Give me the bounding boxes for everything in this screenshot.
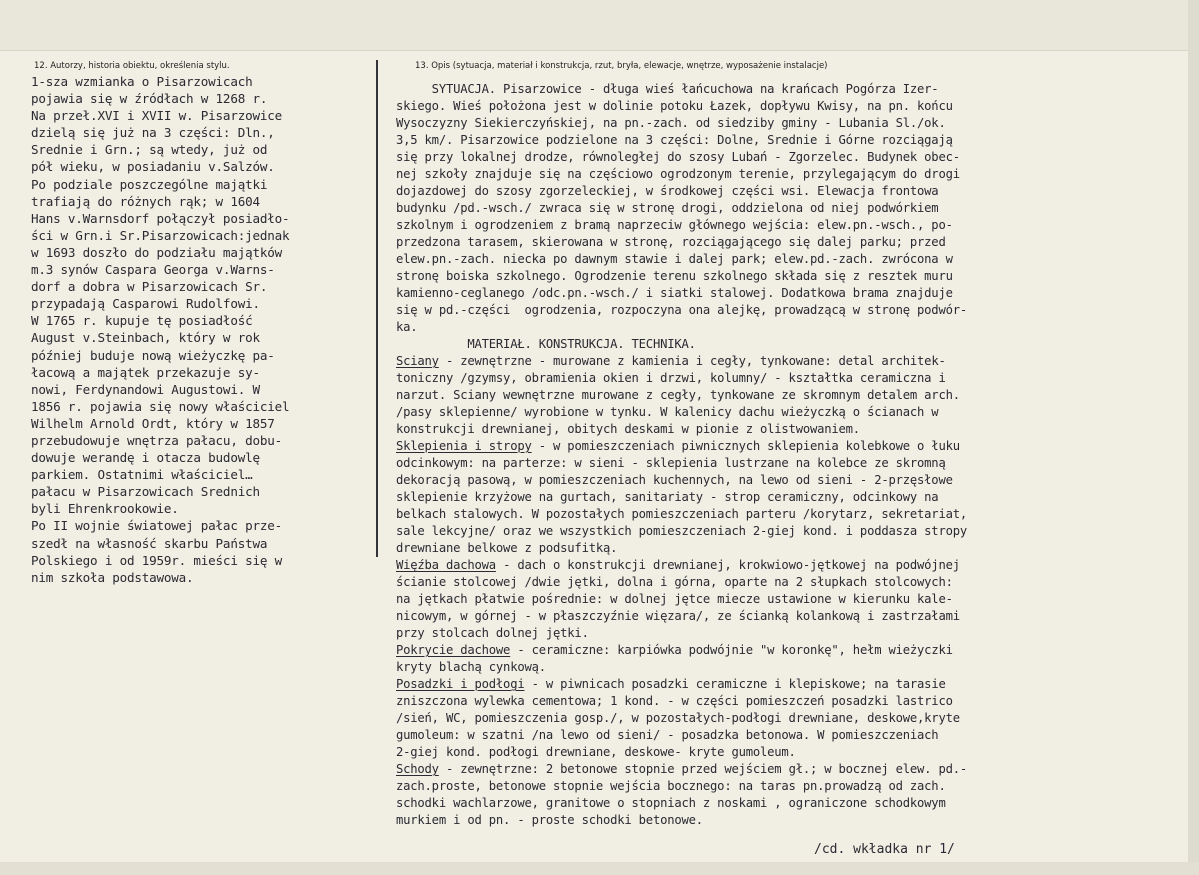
description-text: /sień, WC, pomieszczenia gosp./, w pozostałych-podłogi drewniane, deskowe,kryte bbox=[396, 711, 960, 725]
continuation-note: /cd. wkładka nr 1/ bbox=[814, 842, 955, 857]
description-line bbox=[396, 98, 1186, 115]
description-text: drewniane belkowe z podsufitką. bbox=[396, 541, 618, 555]
description-line bbox=[396, 268, 1186, 285]
description-text: belkach stalowych. W pozostałych pomieszczeniach parteru /korytarz, sekretariat, bbox=[396, 507, 967, 521]
description-text: sklepienie krzyżowe na gurtach, sanitariaty - strop ceramiczny, odcinkowy na bbox=[396, 490, 939, 504]
description-text: szkolnym i ogrodzeniem z bramą naprzeciw głównego wejścia: elew.pn.-wsch., po- bbox=[396, 218, 953, 232]
description-line bbox=[396, 234, 1186, 251]
description-text: elew.pn.-zach. niecka po dawnym stawie i dalej park; elew.pd.-zach. zwrócona w bbox=[396, 252, 953, 266]
history-line: parkiem. Ostatnimi właściciel… bbox=[31, 467, 253, 483]
description-line bbox=[396, 506, 1186, 523]
history-line: Po podziale poszczególne majątki bbox=[31, 176, 268, 192]
description-line bbox=[396, 693, 1186, 710]
description-line bbox=[396, 727, 1186, 744]
history-line: w 1693 doszło do podziału majątków bbox=[31, 244, 282, 260]
history-line: później buduje nową wieżyczkę pa- bbox=[31, 347, 275, 363]
description-text: /pasy sklepienne/ wyrobione w tynku. W kalenicy dachu wieżyczką o ścianach w bbox=[396, 405, 939, 419]
description-text: kryty blachą cynkową. bbox=[396, 660, 546, 674]
description-text: 2-giej kond. podłogi drewniane, deskowe- kryte gumoleum. bbox=[396, 745, 796, 759]
description-line bbox=[396, 200, 1186, 217]
section-heading: Schody bbox=[396, 762, 439, 776]
description-text-column bbox=[396, 81, 1186, 829]
description-text: - ceramiczne: karpiówka podwójnie "w koronkę", hełm wieżyczki bbox=[510, 643, 953, 657]
description-line bbox=[396, 251, 1186, 268]
description-text: odcinkowym: na parterze: w sieni - sklepienia lustrzane na kolebce ze skromną bbox=[396, 456, 946, 470]
description-line bbox=[396, 574, 1186, 591]
history-line: ści w Grn.i Sr.Pisarzowicach:jednak bbox=[31, 227, 290, 243]
history-line: szedł na własność skarbu Państwa bbox=[31, 535, 268, 551]
description-text: schodki wachlarzowe, granitowe o stopniach z noskami , ograniczone schodkowym bbox=[396, 796, 946, 810]
history-line: dorf a dobra w Pisarzowicach Sr. bbox=[31, 279, 268, 295]
description-line bbox=[396, 625, 1186, 642]
description-line bbox=[396, 285, 1186, 302]
description-text: Wysoczyzny Siekierczyńskiej, na pn.-zach. od siedziby gminy - Lubania Sl./ok. bbox=[396, 116, 946, 130]
description-line bbox=[396, 370, 1186, 387]
page-bottom-edge bbox=[0, 862, 1199, 875]
description-text: skiego. Wieś położona jest w dolinie potoku Łazek, dopływu Kwisy, na pn. końcu bbox=[396, 99, 953, 113]
description-text: przy stolcach dolnej jętki. bbox=[396, 626, 589, 640]
description-text: - zewnętrzne - murowane z kamienia i cegły, tynkowane: detal architek- bbox=[438, 354, 946, 368]
description-text: murkiem i od pn. - proste schodki betonowe. bbox=[396, 813, 703, 827]
description-text: zach.proste, betonowe stopnie wejścia bocznego: na taras pn.prowadzą od zach. bbox=[396, 779, 946, 793]
history-line: Srednie i Grn.; są wtedy, już od bbox=[31, 142, 268, 158]
history-line: przypadają Casparowi Rudolfowi. bbox=[31, 296, 260, 312]
description-text: 3,5 km/. Pisarzowice podzielone na 3 części: Dolne, Srednie i Górne rozciągają bbox=[396, 133, 953, 147]
description-line bbox=[396, 166, 1186, 183]
description-text: ścianie stolcowej /dwie jętki, dolna i górna, oparte na 2 słupkach stolcowych: bbox=[396, 575, 953, 589]
section-heading: Sklepienia i stropy bbox=[396, 439, 532, 453]
history-line: W 1765 r. kupuje tę posiadłość bbox=[31, 313, 253, 329]
description-line bbox=[396, 812, 1186, 829]
description-text: stronę boiska szkolnego. Ogrodzenie terenu szkolnego składa się z resztek muru bbox=[396, 269, 953, 283]
description-line bbox=[396, 421, 1186, 438]
history-line: Wilhelm Arnold Ordt, który w 1857 bbox=[31, 415, 275, 431]
description-text: budynku /pd.-wsch./ zwraca się w stronę drogi, oddzielona od niej podwórkiem bbox=[396, 201, 939, 215]
history-line: August v.Steinbach, który w rok bbox=[31, 330, 260, 346]
description-line bbox=[396, 540, 1186, 557]
description-line bbox=[396, 455, 1186, 472]
description-text: nicowym, w górnej - w płaszczyźnie więzara/, ze ścianką kolankową i zastrzałami bbox=[396, 609, 960, 623]
description-text: się w pd.-części ogrodzenia, rozpoczyna ona alejkę, prowadzącą w stronę podwór- bbox=[396, 303, 967, 317]
description-line bbox=[396, 557, 1186, 574]
description-line bbox=[396, 523, 1186, 540]
description-line bbox=[396, 353, 1186, 370]
description-text: się przy lokalnej drodze, równoległej do szosy Lubań - Zgorzelec. Budynek obec- bbox=[396, 150, 960, 164]
description-text: - dach o konstrukcji drewnianej, krokwiowo-jętkowej na podwójnej bbox=[495, 558, 960, 572]
section-heading: Więźba dachowa bbox=[396, 558, 496, 572]
description-text: - w piwnicach posadzki ceramiczne i klepiskowe; na tarasie bbox=[524, 677, 946, 691]
history-line: m.3 synów Caspara Georga v.Warns- bbox=[31, 262, 275, 278]
description-text: dojazdowej do szosy zgorzeleckiej, w środkowej części wsi. Elewacja frontowa bbox=[396, 184, 939, 198]
description-line bbox=[396, 404, 1186, 421]
history-line: pałacu w Pisarzowicach Srednich bbox=[31, 484, 260, 500]
description-line bbox=[396, 744, 1186, 761]
description-line bbox=[396, 132, 1186, 149]
description-line bbox=[396, 710, 1186, 727]
page-top-margin bbox=[0, 0, 1199, 51]
description-line bbox=[396, 472, 1186, 489]
description-line bbox=[396, 676, 1186, 693]
history-line: 1856 r. pojawia się nowy właściciel bbox=[31, 398, 290, 414]
history-text-column bbox=[31, 73, 371, 586]
description-line bbox=[396, 149, 1186, 166]
description-line bbox=[396, 217, 1186, 234]
history-line: nim szkoła podstawowa. bbox=[31, 569, 194, 585]
description-text: MATERIAŁ. KONSTRUKCJA. TECHNIKA. bbox=[396, 337, 696, 351]
description-text: ka. bbox=[396, 320, 418, 334]
description-text: - zewnętrzne: 2 betonowe stopnie przed wejściem gł.; w bocznej elew. pd.- bbox=[438, 762, 968, 776]
column-divider bbox=[376, 60, 378, 557]
history-line: Po II wojnie światowej pałac prze- bbox=[31, 518, 282, 534]
description-text: SYTUACJA. Pisarzowice - długa wieś łańcuchowa na krańcach Pogórza Izer- bbox=[396, 82, 939, 96]
description-line bbox=[396, 608, 1186, 625]
description-text: na jętkach płatwie pośrednie: w dolnej jętce miecze ustawione w kierunku kale- bbox=[396, 592, 953, 606]
description-line bbox=[396, 795, 1186, 812]
history-line: pół wieku, w posiadaniu v.Salzów. bbox=[31, 159, 275, 175]
history-line: Hans v.Warnsdorf połączył posiadło- bbox=[31, 210, 290, 226]
section-heading: Sciany bbox=[396, 354, 439, 368]
history-line: pojawia się w źródłach w 1268 r. bbox=[31, 91, 268, 107]
description-text: kamienno-ceglanego /odc.pn.-wsch./ i siatki stalowej. Dodatkowa brama znajduje bbox=[396, 286, 953, 300]
description-text: sale lekcyjne/ oraz we wszystkich pomieszczeniach 2-giej kond. i poddasza stropy bbox=[396, 524, 967, 538]
section-12-header: 12. Autorzy, historia obiektu, określenia stylu. bbox=[34, 61, 230, 71]
description-line bbox=[396, 183, 1186, 200]
description-line bbox=[396, 81, 1186, 98]
section-heading: Pokrycie dachowe bbox=[396, 643, 511, 657]
description-text: dekoracją pasową, w pomieszczeniach kuchennych, na lewo od sieni - 2-przęsłowe bbox=[396, 473, 953, 487]
history-line: przebudowuje wnętrza pałacu, dobu- bbox=[31, 432, 282, 448]
history-line: byli Ehrenkrookowie. bbox=[31, 501, 179, 517]
description-text: gumoleum: w szatni /na lewo od sieni/ - posadzka betonowa. W pomieszczeniach bbox=[396, 728, 939, 742]
description-text: konstrukcji drewnianej, obitych deskami w pionie z olistwowaniem. bbox=[396, 422, 860, 436]
description-line bbox=[396, 591, 1186, 608]
description-text: narzut. Sciany wewnętrzne murowane z cegły, tynkowane ze skromnym detalem arch. bbox=[396, 388, 960, 402]
description-line bbox=[396, 761, 1186, 778]
description-line bbox=[396, 387, 1186, 404]
description-line bbox=[396, 489, 1186, 506]
description-line bbox=[396, 642, 1186, 659]
description-line bbox=[396, 115, 1186, 132]
section-heading: Posadzki i podłogi bbox=[396, 677, 525, 691]
description-text: - w pomieszczeniach piwnicznych sklepienia kolebkowe o łuku bbox=[531, 439, 960, 453]
description-line bbox=[396, 319, 1186, 336]
history-line: łacową a majątek przekazuje sy- bbox=[31, 364, 260, 380]
history-line: dzielą się już na 3 części: Dln., bbox=[31, 125, 275, 141]
description-line bbox=[396, 302, 1186, 319]
history-line: dowuje werandę i otacza budowlę bbox=[31, 450, 260, 466]
description-text: nej szkoły znajduje się na częściowo ogrodzonym terenie, przylegającym do drogi bbox=[396, 167, 960, 181]
description-text: zniszczona wylewka cementowa; 1 kond. - w części pomieszczeń posadzki lastrico bbox=[396, 694, 953, 708]
page-right-edge bbox=[1188, 0, 1199, 875]
history-line: trafiają do różnych rąk; w 1604 bbox=[31, 193, 260, 209]
history-line: Polskiego i od 1959r. mieści się w bbox=[31, 552, 282, 568]
history-line: Na przeł.XVI i XVII w. Pisarzowice bbox=[31, 108, 282, 124]
history-line: 1-sza wzmianka o Pisarzowicach bbox=[31, 74, 253, 89]
description-line bbox=[396, 336, 1186, 353]
section-13-header: 13. Opis (sytuacja, materiał i konstrukcja, rzut, bryła, elewacje, wnętrze, wyposażenie instalacje) bbox=[415, 61, 828, 71]
description-line bbox=[396, 659, 1186, 676]
description-line bbox=[396, 438, 1186, 455]
description-text: przedzona tarasem, skierowana w stronę, rozciągającego się dalej parku; przed bbox=[396, 235, 946, 249]
description-line bbox=[396, 778, 1186, 795]
description-text: toniczny /gzymsy, obramienia okien i drzwi, kolumny/ - kształtka ceramiczna i bbox=[396, 371, 946, 385]
history-line: nowi, Ferdynandowi Augustowi. W bbox=[31, 381, 260, 397]
